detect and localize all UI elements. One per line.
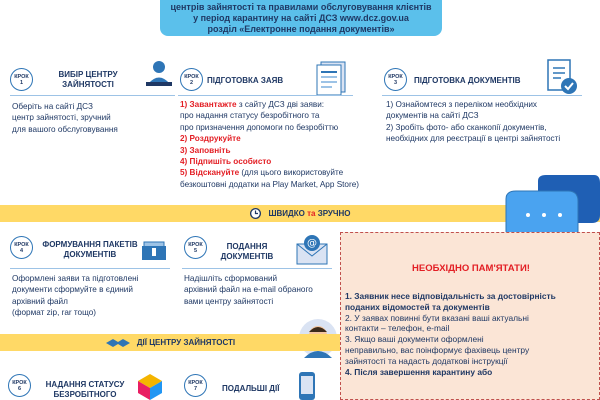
step-5-body: Надішліть сформований архівний файл на e-mail обраного вами центру зайнятості xyxy=(184,274,313,306)
step-2-item: про надання статусу безробітного та xyxy=(180,111,320,121)
clock-icon xyxy=(249,207,262,220)
band-1-label: ШВИДКО та ЗРУЧНО xyxy=(268,209,351,218)
divider xyxy=(178,95,353,96)
reminder-line: 2. У заявах повинні бути вказані ваші актуальні xyxy=(345,312,529,323)
divider xyxy=(10,268,170,269)
step-5-badge: КРОК 5 xyxy=(184,236,207,259)
step-7-title: ПОДАЛЬШІ ДІЇ xyxy=(222,384,280,393)
step-2-item: 1) Завантажте з сайту ДСЗ дві заяви: xyxy=(180,100,325,109)
step-2-item: 5) Відскануйте (для цього використовуйте xyxy=(180,168,344,178)
header-line-1: центрів зайнятості та правилами обслуговування клієнтів xyxy=(170,1,432,12)
reminder-line: поданих відомостей та документів xyxy=(345,301,490,312)
step-4-body: Оформлені заяви та підготовлені документи сформуйте в єдиний архівний файл (формат zip, rar тощо) xyxy=(12,274,139,318)
colorful-cube-icon xyxy=(134,372,166,400)
reminder-box xyxy=(340,232,600,400)
reminder-line: 3. Якщо ваші документи оформлені xyxy=(345,334,484,345)
phone-icon xyxy=(296,370,318,400)
reminder-title: НЕОБХІДНО ПАМ'ЯТАТИ! xyxy=(412,263,530,274)
checklist-icon xyxy=(544,58,580,96)
person-at-computer-icon xyxy=(142,58,176,92)
step-3-body: 1) Ознайомтеся з переліком необхідних документів на сайті ДСЗ 2) Зробіть фото- або сканкопії документів, необхідних для реєстрації в центрі зайнятості xyxy=(386,100,561,144)
step-2-body xyxy=(180,99,370,190)
step-7-badge: КРОК 7 xyxy=(184,374,207,397)
reminder-list xyxy=(345,291,597,377)
band-2-label: ДІЇ ЦЕНТРУ ЗАЙНЯТОСТІ xyxy=(136,338,236,347)
header-line-2: у період карантину на сайті ДСЗ www.dcz.gov.ua xyxy=(193,12,409,23)
step-2-item: 2) Роздрукуйте xyxy=(180,134,241,144)
step-2-item: 4) Підпишіть особисто xyxy=(180,157,272,167)
step-2-title: ПІДГОТОВКА ЗАЯВ xyxy=(207,76,284,85)
step-1-badge: КРОК 1 xyxy=(10,68,33,91)
handshake-icon xyxy=(105,337,131,349)
reminder-line: 4. Після завершення карантину або xyxy=(345,366,493,377)
archive-folder-icon xyxy=(140,236,168,264)
step-6-title: НАДАННЯ СТАТУСУ БЕЗРОБІТНОГО xyxy=(45,380,125,399)
reminder-line: зайнятості та надасть додаткові інструкції xyxy=(345,355,508,366)
step-2-item: про призначення допомоги по безробіттю xyxy=(180,122,339,132)
header-line-3: розділ «Електронне подання документів» xyxy=(207,23,395,34)
step-6-badge: КРОК 6 xyxy=(8,374,31,397)
reminder-line: неправильно, вас поінформує фахівець центру xyxy=(345,344,530,355)
step-4-title: ФОРМУВАННЯ ПАКЕТІВ ДОКУМЕНТІВ xyxy=(42,240,138,259)
step-2-item: 3) Заповніть xyxy=(180,145,231,155)
header-banner xyxy=(160,0,442,36)
step-5-title: ПОДАННЯ ДОКУМЕНТІВ xyxy=(220,242,274,261)
documents-stack-icon xyxy=(312,60,352,96)
reminder-line: 1. Заявник несе відповідальність за достовірність xyxy=(345,291,556,301)
divider xyxy=(10,95,175,96)
email-icon xyxy=(295,234,329,266)
step-1-title: ВИБІР ЦЕНТРУ ЗАЙНЯТОСТІ xyxy=(58,70,118,89)
svg-text:@: @ xyxy=(307,238,317,249)
divider xyxy=(182,268,332,269)
step-2-badge: КРОК 2 xyxy=(180,68,203,91)
band-employment-center-actions xyxy=(0,334,340,351)
step-2-item: безкоштовні додатки на Play Market, App Store) xyxy=(180,179,359,189)
divider xyxy=(382,95,582,96)
step-1-body: Оберіть на сайті ДСЗ центр зайнятості, зручний для вашого обслуговування xyxy=(12,102,118,134)
reminder-line: контакти – телефон, e-mail xyxy=(345,323,450,334)
step-4-badge: КРОК 4 xyxy=(10,236,33,259)
step-3-title: ПІДГОТОВКА ДОКУМЕНТІВ xyxy=(414,76,521,85)
step-3-badge: КРОК 3 xyxy=(384,68,407,91)
